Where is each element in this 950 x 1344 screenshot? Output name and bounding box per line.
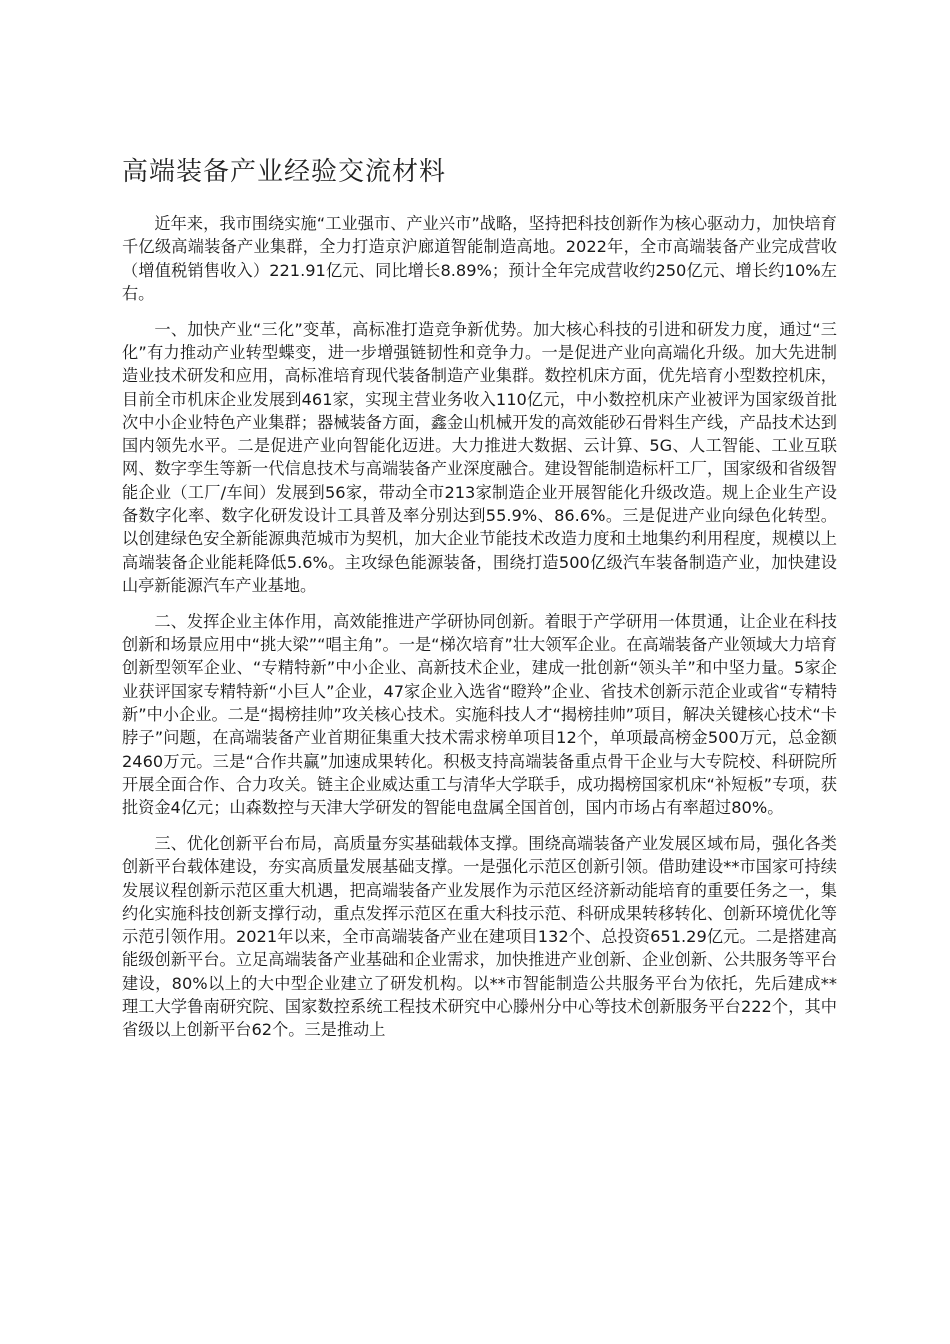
document-page xyxy=(122,148,837,1054)
document-title: 高端装备产业经验交流材料 xyxy=(122,157,447,187)
paragraph-section-three: 三、优化创新平台布局，高质量夯实基础载体支撑。围绕高端装备产业发展区域布局，强化各类创新平台载体建设，夯实高质量发展基础支撑。一是强化示范区创新引领。借助建设**市国家可持续发展议程创新示范区重大机遇，把高端装备产业发展作为示范区经济新动能培育的重要任务之一，集约化实施科技创新支撑行动，重点发挥示范区在重大科技示范、科研成果转移转化、创新环境优化等示范引领作用。2021年以来，全市高端装备产业在建项目132个、总投资651.29亿元。二是搭建高能级创新平台。立足高端装备产业基础和企业需求，加快推进产业创新、企业创新、公共服务等平台建设，80%以上的大中型企业建立了研发机构。以**市智能制造公共服务平台为依托，先后建成**理工大学鲁南研究院、国家数控系统工程技术研究中心滕州分中心等技术创新服务平台222个，其中省级以上创新平台62个。三是推动上 xyxy=(122,833,837,1040)
paragraph-section-two: 二、发挥企业主体作用，高效能推进产学研协同创新。着眼于产学研用一体贯通，让企业在科技创新和场景应用中“挑大梁”“唱主角”。一是“梯次培育”壮大领军企业。在高端装备产业领域大力培育创新型领军企业、“专精特新”中小企业、高新技术企业，建成一批创新“领头羊”和中坚力量。5家企业获评国家专精特新“小巨人”企业，47家企业入选省“瞪羚”企业、省技术创新示范企业或省“专精特新”中小企业。二是“揭榜挂帅”攻关核心技术。实施科技人才“揭榜挂帅”项目，解决关键核心技术“卡脖子”问题，在高端装备产业首期征集重大技术需求榜单项目12个，单项最高榜金500万元，总金额2460万元。三是“合作共赢”加速成果转化。积极支持高端装备重点骨干企业与大专院校、科研院所开展全面合作、合力攻关。链主企业威达重工与清华大学联手，成功揭榜国家机床“补短板”专项，获批资金4亿元；山森数控与天津大学研发的智能电盘属全国首创，国内市场占有率超过80%。 xyxy=(122,611,837,818)
paragraph-section-one: 一、加快产业“三化”变革，高标准打造竞争新优势。加大核心科技的引进和研发力度，通过“三化”有力推动产业转型蝶变，进一步增强链韧性和竞争力。一是促进产业向高端化升级。加大先进制造业技术研发和应用，高标准培育现代装备制造产业集群。数控机床方面，优先培育小型数控机床，目前全市机床企业发展到461家，实现主营业务收入110亿元，中小数控机床产业被评为国家级首批次中小企业特色产业集群；器械装备方面，鑫金山机械开发的高效能砂石骨料生产线，产品技术达到国内领先水平。二是促进产业向智能化迈进。大力推进大数据、云计算、5G、人工智能、工业互联网、数字孪生等新一代信息技术与高端装备产业深度融合。建设智能制造标杆工厂，国家级和省级智能企业（工厂/车间）发展到56家，带动全市213家制造企业开展智能化升级改造。规上企业生产设备数字化率、数字化研发设计工具普及率分别达到55.9%、86.6%。三是促进产业向绿色化转型。以创建绿色安全新能源典范城市为契机，加大企业节能技术改造力度和土地集约利用程度，规模以上高端装备企业能耗降低5.6%。主攻绿色能源装备，围绕打造500亿级汽车装备制造产业，加快建设山亭新能源汽车产业基地。 xyxy=(122,319,837,595)
paragraph-intro: 近年来，我市围绕实施“工业强市、产业兴市”战略，坚持把科技创新作为核心驱动力，加快培育千亿级高端装备产业集群，全力打造京沪廊道智能制造高地。2022年，全市高端装备产业完成营收（增值税销售收入）221.91亿元、同比增长8.89%；预计全年完成营收约250亿元、增长约10%左右。 xyxy=(122,214,837,303)
